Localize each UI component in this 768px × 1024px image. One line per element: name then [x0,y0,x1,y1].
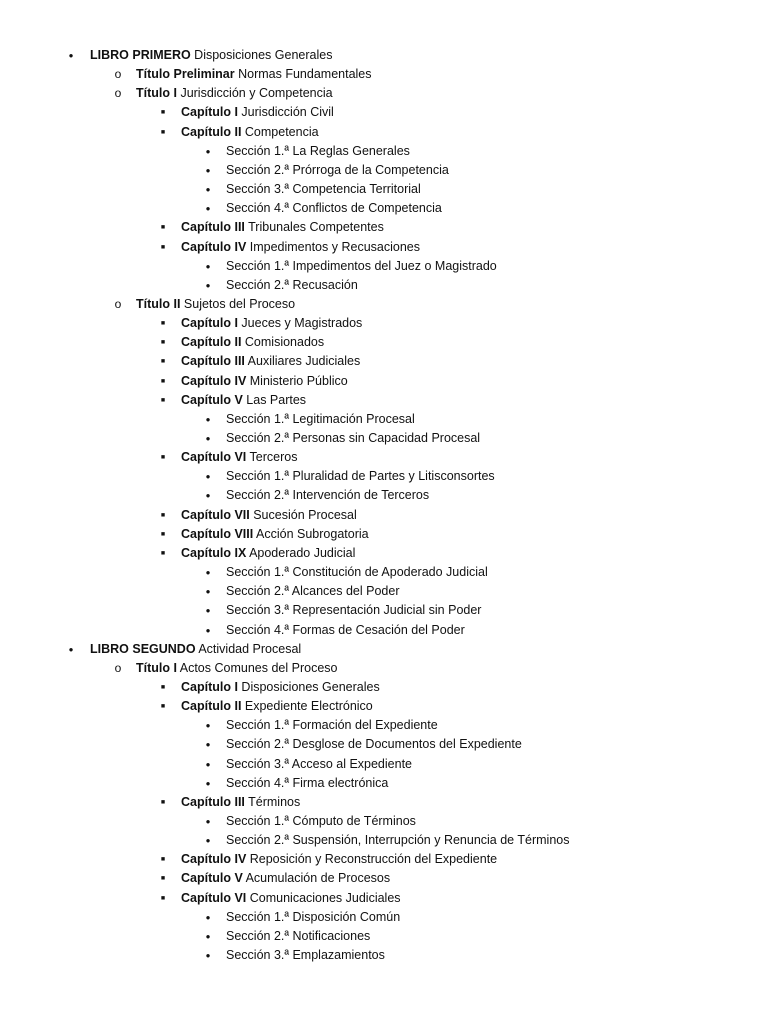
bullet-icon [158,238,168,258]
outline-item-heading: Capítulo I [181,679,238,694]
bullet-icon [203,582,213,602]
outline-item-title: Sección 4.ª Formas de Cesación del Poder [226,622,465,637]
outline-item-capitulo [0,314,768,333]
bullet-icon [113,84,123,104]
outline-item-text [181,103,334,122]
bullet-icon [158,697,168,717]
outline-item-heading: Capítulo III [181,354,245,369]
bullet-icon [203,812,213,832]
bullet-icon [158,506,168,526]
outline-item-seccion [0,257,768,276]
outline-item-text [226,582,399,601]
outline-item-title: Sección 2.ª Prórroga de la Competencia [226,162,449,177]
bullet-icon [203,276,213,296]
outline-item-title: Sección 1.ª Disposición Común [226,909,401,924]
outline-item-text [181,448,297,467]
outline-item-title: Comunicaciones Judiciales [246,890,401,905]
bullet-icon [203,410,213,430]
bullet-icon [158,850,168,870]
outline-item-seccion [0,582,768,601]
outline-item-seccion [0,142,768,161]
outline-item-seccion [0,467,768,486]
outline-item-title: Actos Comunes del Proceso [176,660,338,675]
bullet-icon [158,525,168,545]
outline-item-text [226,486,429,505]
outline-item-title: Normas Fundamentales [234,67,372,82]
outline-item-title: Términos [244,794,301,809]
outline-item-title: Sección 1.ª Constitución de Apoderado Judicial [226,565,488,579]
outline-item-seccion [0,161,768,180]
outline-item-title: Ministerio Público [246,373,348,388]
outline-item-capitulo [0,506,768,525]
outline-item-title: Sucesión Procesal [249,507,357,522]
outline-item-heading: Capítulo III [181,794,245,809]
outline-item-title: Sección 3.ª Acceso al Expediente [226,756,412,771]
outline-item-seccion [0,563,768,582]
bullet-icon [158,352,168,372]
outline-item-text [226,180,421,199]
bullet-icon [113,65,123,85]
outline-item-title: Sección 2.ª Alcances del Poder [226,584,400,599]
outline-item-seccion [0,601,768,620]
bullet-icon [158,448,168,468]
outline-item-heading: Capítulo IX [181,545,247,560]
outline-item-title: Sección 3.ª Representación Judicial sin Poder [226,603,482,618]
outline-item-heading: Capítulo I [181,316,238,331]
outline-item-text [181,123,319,142]
outline-item-text [226,946,385,965]
bullet-icon [203,180,213,200]
outline-item-text [181,333,324,352]
bullet-icon [158,678,168,698]
outline-item-text [226,142,410,161]
outline-item-title: Actividad Procesal [195,641,302,656]
outline-item-seccion [0,735,768,754]
outline-item-title: Comisionados [241,335,325,350]
outline-item-seccion [0,946,768,965]
bullet-icon [203,716,213,736]
outline-item-capitulo [0,218,768,237]
bullet-icon [203,946,213,966]
outline-item-title: Sección 1.ª La Reglas Generales [226,143,410,158]
outline-item-title: Sección 3.ª Competencia Territorial [226,182,421,196]
outline-item-heading: Título I [136,86,177,101]
bullet-icon [203,257,213,277]
outline-item-libro [0,46,768,65]
outline-item-seccion [0,831,768,850]
outline-item-text [226,774,388,793]
outline-item-title: Sección 1.ª Legitimación Procesal [226,411,415,426]
bullet-icon [158,869,168,889]
outline-item-text [181,869,390,888]
outline-item-heading: Capítulo II [181,335,242,350]
outline-item-heading: Capítulo IV [181,239,247,254]
outline-item-seccion [0,812,768,831]
outline-item-title: Tribunales Competentes [244,220,384,235]
outline-item-seccion [0,410,768,429]
outline-item-title: Sección 2.ª Suspensión, Interrupción y Renuncia de Términos [226,833,570,848]
outline-item-capitulo [0,678,768,697]
outline-item-text [181,850,497,869]
outline-item-capitulo [0,372,768,391]
outline-item-text [181,352,360,371]
outline-item-heading: Capítulo V [181,871,243,886]
outline-item-text [226,831,569,850]
outline-item-heading: Capítulo V [181,392,243,407]
bullet-icon [203,908,213,928]
bullet-icon [203,161,213,181]
outline-item-title: Jurisdicción y Competencia [176,86,333,101]
outline-item-heading: Capítulo VI [181,890,247,905]
bullet-icon [158,333,168,353]
outline-item-libro [0,640,768,659]
outline-item-titulo [0,84,768,103]
outline-item-text [226,563,488,582]
bullet-icon [203,563,213,583]
bullet-icon [113,659,123,679]
bullet-icon [203,755,213,775]
outline-item-heading: Capítulo I [181,105,238,120]
outline-item-text [136,295,295,314]
outline-item-seccion [0,486,768,505]
outline-item-heading: Capítulo VI [181,450,247,465]
outline-item-text [181,218,384,237]
outline-item-capitulo [0,333,768,352]
outline-item-title: Reposición y Reconstrucción del Expediente [246,852,498,867]
outline-item-title: Sección 1.ª Pluralidad de Partes y Litisconsortes [226,469,495,484]
bullet-icon [158,391,168,411]
outline-item-capitulo [0,869,768,888]
outline-item-title: Jueces y Magistrados [237,316,363,331]
outline-item-text [181,678,380,697]
outline-item-title: Sección 2.ª Personas sin Capacidad Procesal [226,431,481,445]
outline-item-seccion [0,774,768,793]
outline-item-seccion [0,429,768,448]
outline-item-heading: Capítulo II [181,699,242,714]
outline-item-text [226,735,522,754]
outline-item-text [181,793,300,812]
outline-item-heading: Capítulo VII [181,507,250,522]
outline-item-title: Sección 2.ª Intervención de Terceros [226,488,430,503]
outline-item-title: Acción Subrogatoria [253,526,369,541]
bullet-icon [203,486,213,506]
outline-item-text [226,257,497,276]
outline-item-title: Expediente Electrónico [241,699,373,714]
outline-item-heading: Título II [136,296,181,311]
bullet-icon [203,831,213,851]
outline-item-heading: LIBRO SEGUNDO [90,641,196,656]
outline-item-title: Disposiciones Generales [190,48,333,62]
outline-item-title: Sección 2.ª Recusación [226,277,358,292]
outline-item-seccion [0,755,768,774]
outline-item-text [226,812,416,831]
outline-item-heading: Capítulo III [181,220,245,235]
outline-item-text [226,467,495,486]
outline-item-text [90,640,301,659]
outline-item-text [226,908,400,927]
outline-item-capitulo [0,850,768,869]
outline-item-title: Jurisdicción Civil [237,105,334,120]
outline-item-title: Sección 3.ª Emplazamientos [226,948,385,962]
outline-item-seccion [0,927,768,946]
outline-item-capitulo [0,448,768,467]
outline-item-text [136,84,333,103]
outline-item-text [181,506,357,525]
outline-item-text [226,410,415,429]
outline-item-capitulo [0,352,768,371]
outline-item-capitulo [0,697,768,716]
outline-item-title: Sección 2.ª Desglose de Documentos del Expediente [226,737,522,752]
outline-item-title: Disposiciones Generales [237,679,380,694]
outline-item-seccion [0,199,768,218]
outline-item-text [226,161,449,180]
outline-item-heading: Capítulo IV [181,373,247,388]
outline-item-text [226,276,358,295]
outline-item-title: Sección 1.ª Formación del Expediente [226,718,438,733]
outline-item-title: Sección 1.ª Cómputo de Términos [226,814,416,828]
outline-item-text [181,372,348,391]
outline-item-heading: LIBRO PRIMERO [90,48,191,62]
outline-item-title: Sección 4.ª Firma electrónica [226,775,389,790]
outline-item-titulo [0,65,768,84]
bullet-icon [158,123,168,143]
bullet-icon [66,46,76,66]
outline-item-title: Impedimentos y Recusaciones [246,239,420,254]
outline-item-title: Sección 2.ª Notificaciones [226,928,371,943]
bullet-icon [66,640,76,660]
outline-item-title: Sujetos del Proceso [180,296,296,311]
outline-item-text [226,621,465,640]
outline-item-seccion [0,908,768,927]
outline-item-titulo [0,659,768,678]
outline-item-capitulo [0,103,768,122]
outline-item-text [226,429,480,448]
bullet-icon [158,314,168,334]
bullet-icon [113,295,123,315]
outline-item-capitulo [0,889,768,908]
outline-item-seccion [0,180,768,199]
outline-item-title: Apoderado Judicial [246,545,356,560]
outline-item-title: Auxiliares Judiciales [244,354,361,369]
outline-item-titulo [0,295,768,314]
outline-item-text [181,697,373,716]
outline-item-text [181,889,401,908]
bullet-icon [203,199,213,219]
outline-item-capitulo [0,391,768,410]
outline-item-text [226,927,370,946]
outline-item-title: Sección 4.ª Conflictos de Competencia [226,201,442,216]
bullet-icon [203,774,213,794]
outline-item-text [181,314,362,333]
outline-item-seccion [0,716,768,735]
outline-item-heading: Capítulo IV [181,852,247,867]
outline-item-capitulo [0,793,768,812]
outline-item-text [181,391,306,410]
outline-item-text [226,601,481,620]
bullet-icon [158,889,168,909]
outline-item-title: Competencia [241,124,319,139]
outline-item-seccion [0,276,768,295]
outline-item-text [90,46,332,65]
bullet-icon [203,621,213,641]
outline-item-text [181,238,420,257]
bullet-icon [203,142,213,162]
outline-item-heading: Capítulo II [181,124,242,139]
outline-item-text [181,525,369,544]
outline-item-heading: Título Preliminar [136,67,235,82]
outline-item-text [136,659,337,678]
outline-item-title: Las Partes [242,392,307,407]
bullet-icon [158,544,168,564]
outline-item-text [226,716,438,735]
outline-item-capitulo [0,525,768,544]
outline-item-title: Sección 1.ª Impedimentos del Juez o Magistrado [226,258,497,273]
bullet-icon [203,927,213,947]
bullet-icon [158,103,168,123]
outline-item-title: Acumulación de Procesos [242,871,391,886]
outline-item-heading: Título I [136,660,177,675]
bullet-icon [158,372,168,392]
outline-item-text [226,755,412,774]
outline-item-title: Terceros [246,450,298,465]
bullet-icon [203,601,213,621]
outline-item-seccion [0,621,768,640]
bullet-icon [203,429,213,449]
outline-item-capitulo [0,544,768,563]
bullet-icon [203,467,213,487]
bullet-icon [203,735,213,755]
outline-item-capitulo [0,123,768,142]
outline-item-text [226,199,442,218]
bullet-icon [158,793,168,813]
outline-item-capitulo [0,238,768,257]
outline-item-text [136,65,372,84]
outline-item-heading: Capítulo VIII [181,526,254,541]
bullet-icon [158,218,168,238]
outline-item-text [181,544,355,563]
